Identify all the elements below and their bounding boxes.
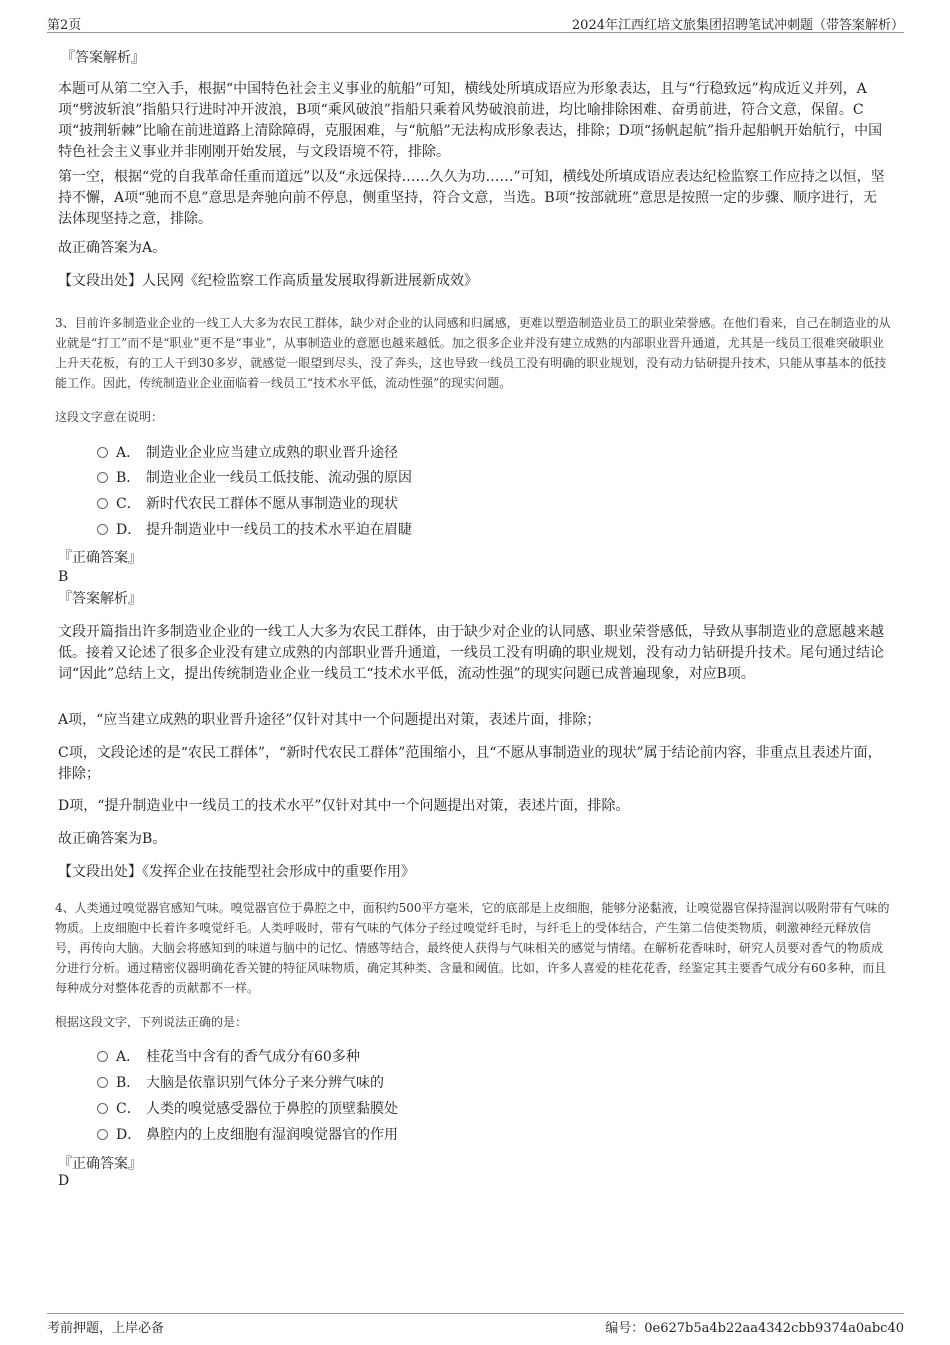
q2-source: 【文段出处】人民网《纪检监察工作高质量发展取得新进展新成效》 bbox=[58, 273, 478, 289]
q2-analysis-paragraph-1: 本题可从第二空入手，根据“中国特色社会主义事业的航船”可知，横线处所填成语应为形象表达，且与“行稳致远”构成近义并列，A项“劈波斩浪”指船只行进时冲开波浪，B项“乘风破浪”指船只乘着风势破浪前进，均比喻排除困难、奋勇前进，符合文意，保留。C项“披荆斩棘”比喻在前进道路上清除障碍，克服困难，与“航船”无法构成形象表达，排除；D项“扬帆起航”指升起船帆开始航行，中国特色社会主义事业并非刚刚开始发展，与文段语境不符，排除。 bbox=[58, 81, 883, 160]
document-id: 编号：0e627b5a4b22aa4342cbb9374a0abc40 bbox=[605, 1321, 904, 1336]
q3-analysis-label: 『答案解析』 bbox=[58, 591, 142, 607]
document-title: 2024年江西红培文旅集团招聘笔试冲刺题（带答案解析） bbox=[571, 18, 904, 33]
q3-option-b[interactable]: B． 制造业企业一线员工低技能、流动强的原因 bbox=[97, 467, 412, 489]
radio-icon[interactable] bbox=[97, 1051, 108, 1062]
radio-icon[interactable] bbox=[97, 498, 108, 509]
q3-prompt: 这段文字意在说明： bbox=[55, 410, 164, 424]
radio-icon[interactable] bbox=[97, 1077, 108, 1088]
q2-analysis-label: 『答案解析』 bbox=[61, 50, 145, 66]
radio-icon[interactable] bbox=[97, 447, 108, 458]
q3-option-c[interactable]: C． 新时代农民工群体不愿从事制造业的现状 bbox=[97, 493, 398, 515]
q3-analysis-paragraph-4: D项，“提升制造业中一线员工的技术水平”仅针对其中一个问题提出对策，表述片面，排除。 bbox=[58, 798, 630, 814]
q3-correct-answer: B bbox=[58, 569, 69, 585]
q2-analysis-paragraph-2: 第一空，根据“党的自我革命任重而道远”以及“永远保持……久久为功……”可知，横线处所填成语应表达纪检监察工作应持之以恒，坚持不懈，A项“驰而不息”意思是奔驰向前不停息，侧重坚持，符合文意，当选。B项“按部就班”意思是按照一定的步骤、顺序进行，无法体现坚持之意，排除。 bbox=[58, 169, 885, 227]
radio-icon[interactable] bbox=[97, 472, 108, 483]
q4-prompt: 根据这段文字，下列说法正确的是： bbox=[55, 1015, 248, 1029]
q4-correct-answer: D bbox=[58, 1173, 70, 1189]
q3-analysis-paragraph-2: A项，“应当建立成熟的职业晋升途径”仅针对其中一个问题提出对策，表述片面，排除； bbox=[58, 712, 601, 728]
radio-icon[interactable] bbox=[97, 524, 108, 535]
q3-question-text: 3、目前许多制造业企业的一线工人大多为农民工群体，缺少对企业的认同感和归属感，更难以塑造制造业员工的职业荣誉感。在他们看来，自己在制造业的从业就是“打工”而不是“职业”更不是“事业”，从事制造业的意愿也越来越低。加之很多企业并没有建立成熟的内部职业晋升通道，尤其是一线员工很难突破职业上升天花板，有的工人干到30多岁，就感觉一眼望到尽头，没了奔头，这也导致一线员工没有明确的职业规划，没有动力钻研提升技术，只能从事基本的低技能工作。因此，传统制造业企业面临着一线员工“技术水平低，流动性强”的现实问题。 bbox=[55, 316, 891, 390]
radio-icon[interactable] bbox=[97, 1129, 108, 1140]
q3-source: 【文段出处】《发挥企业在技能型社会形成中的重要作用》 bbox=[58, 864, 415, 880]
page-header bbox=[47, 12, 904, 33]
q4-option-a[interactable]: A． 桂花当中含有的香气成分有60多种 bbox=[97, 1046, 360, 1068]
q3-correct-label: 『正确答案』 bbox=[58, 550, 142, 566]
q2-conclusion: 故正确答案为A。 bbox=[58, 240, 167, 256]
q4-option-b[interactable]: B． 大脑是依靠识别气体分子来分辨气味的 bbox=[97, 1072, 384, 1094]
q3-option-a[interactable]: A． 制造业企业应当建立成熟的职业晋升途径 bbox=[97, 442, 398, 464]
footer-slogan: 考前押题，上岸必备 bbox=[47, 1321, 165, 1336]
q3-analysis-paragraph-1: 文段开篇指出许多制造业企业的一线工人大多为农民工群体，由于缺少对企业的认同感、职业荣誉感低，导致从事制造业的意愿越来越低。接着又论述了很多企业没有建立成熟的内部职业晋升通道，一线员工没有明确的职业规划，没有动力钻研提升技术。尾句通过结论词“因此”总结上文，提出传统制造业企业一线员工“技术水平低，流动性强”的现实问题已成普遍现象，对应B项。 bbox=[58, 624, 884, 682]
q3-option-d[interactable]: D． 提升制造业中一线员工的技术水平迫在眉睫 bbox=[97, 519, 412, 541]
q4-option-d[interactable]: D． 鼻腔内的上皮细胞有湿润嗅觉器官的作用 bbox=[97, 1124, 398, 1146]
page-footer bbox=[47, 1313, 904, 1338]
page-number: 第2页 bbox=[47, 18, 82, 33]
radio-icon[interactable] bbox=[97, 1103, 108, 1114]
q4-correct-label: 『正确答案』 bbox=[58, 1156, 142, 1172]
q3-conclusion: 故正确答案为B。 bbox=[58, 831, 167, 847]
q4-question-text: 4、人类通过嗅觉器官感知气味。嗅觉器官位于鼻腔之中，面积约500平方毫米，它的底部是上皮细胞，能够分泌黏液，让嗅觉器官保持湿润以吸附带有气味的物质。上皮细胞中长着许多嗅觉纤毛。人类呼吸时，带有气味的气体分子经过嗅觉纤毛时，与纤毛上的受体结合，产生第二信使类物质，刺激神经元释放信号，再传向大脑。大脑会将感知到的味道与脑中的记忆、情感等结合，最终使人获得与气味相关的感觉与情绪。在解析花香味时，研究人员要对香气的物质成分进行分析。通过精密仪器明确花香关键的特征风味物质，确定其种类、含量和阈值。比如，许多人喜爱的桂花花香，经鉴定其主要香气成分有60多种，而且每种成分对整体花香的贡献都不一样。 bbox=[55, 901, 890, 995]
q3-analysis-paragraph-3: C项，文段论述的是“农民工群体”，“新时代农民工群体”范围缩小，且“不愿从事制造业的现状”属于结论前内容，非重点且表述片面，排除； bbox=[58, 745, 882, 782]
q4-option-c[interactable]: C． 人类的嗅觉感受器位于鼻腔的顶壁黏膜处 bbox=[97, 1098, 398, 1120]
